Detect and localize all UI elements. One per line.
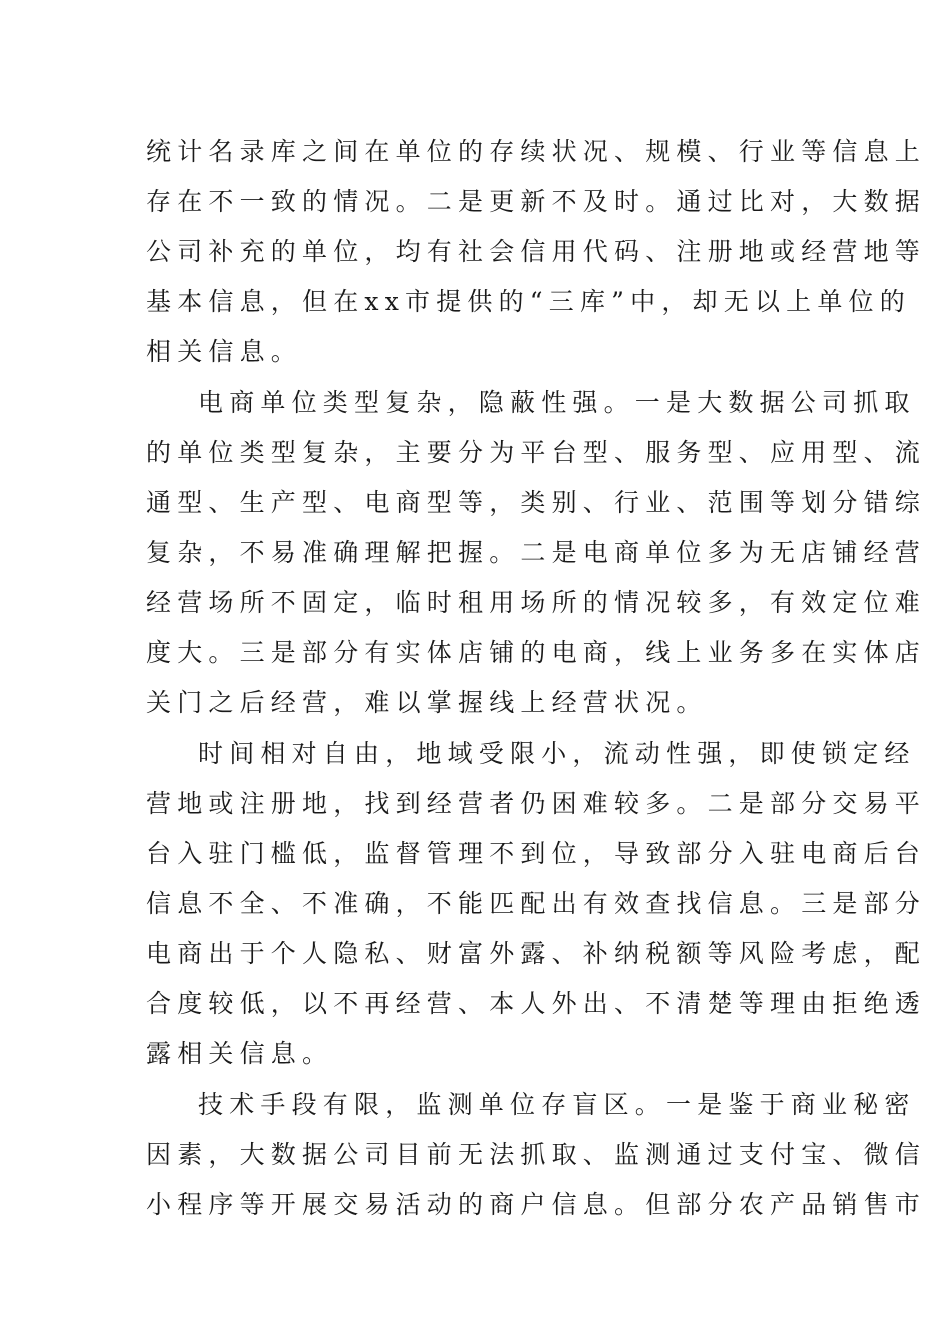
paragraph-heading-line: 电商单位类型复杂，隐蔽性强。一是大数据公司抓取: [198, 388, 916, 417]
text-line: 相关信息。: [146, 337, 303, 366]
text-line: 统计名录库之间在单位的存续状况、规模、行业等信息上: [146, 137, 927, 166]
text-line: 台入驻门槛低，监督管理不到位，导致部分入驻电商后台: [146, 839, 927, 868]
text-line: 信息不全、不准确，不能匹配出有效查找信息。三是部分: [146, 889, 927, 918]
text-line: 通型、生产型、电商型等，类别、行业、范围等划分错综: [146, 488, 927, 517]
text-line: 因素，大数据公司目前无法抓取、监测通过支付宝、微信: [146, 1140, 927, 1169]
text-line: 复杂，不易准确理解把握。二是电商单位多为无店铺经营: [146, 538, 927, 567]
text-line: 存在不一致的情况。二是更新不及时。通过比对，大数据: [146, 187, 927, 216]
text-line: 合度较低，以不再经营、本人外出、不清楚等理由拒绝透: [146, 989, 927, 1018]
paragraph-heading-line: 技术手段有限，监测单位存盲区。一是鉴于商业秘密: [198, 1090, 916, 1119]
text-line: 关门之后经营，难以掌握线上经营状况。: [146, 688, 708, 717]
paragraph-start-line: 时间相对自由，地域受限小，流动性强，即使锁定经: [198, 739, 916, 768]
text-line: 的单位类型复杂，主要分为平台型、服务型、应用型、流: [146, 438, 927, 467]
text-line: 电商出于个人隐私、财富外露、补纳税额等风险考虑，配: [146, 939, 927, 968]
text-line: 经营场所不固定，临时租用场所的情况较多，有效定位难: [146, 588, 927, 617]
text-line: 公司补充的单位，均有社会信用代码、注册地或经营地等: [146, 237, 927, 266]
text-line: 营地或注册地，找到经营者仍困难较多。二是部分交易平: [146, 789, 927, 818]
text-line: 小程序等开展交易活动的商户信息。但部分农产品销售市: [146, 1190, 927, 1219]
text-line: 度大。三是部分有实体店铺的电商，线上业务多在实体店: [146, 638, 927, 667]
text-line: 露相关信息。: [146, 1039, 334, 1068]
text-line: 基本信息，但在xx市提供的“三库”中，却无以上单位的: [146, 287, 911, 316]
